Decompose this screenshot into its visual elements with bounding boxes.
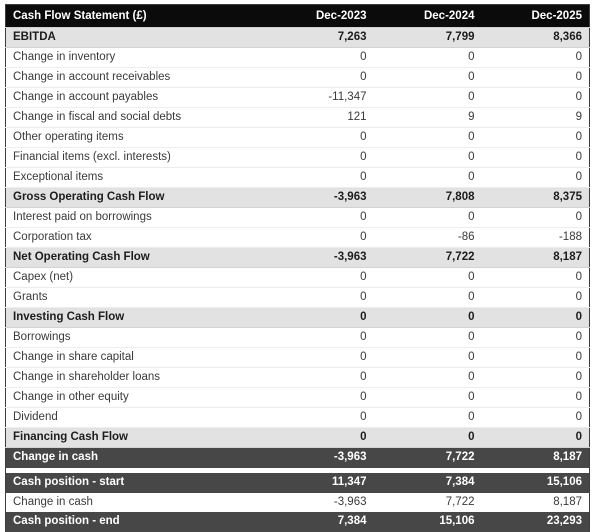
row-value-0: 0: [266, 68, 374, 88]
row-value-0: 0: [266, 208, 374, 228]
row-value-1: 7,722: [374, 248, 482, 268]
table-body: [6, 28, 590, 532]
row-value-1: 0: [374, 308, 482, 328]
row-value-0: -11,347: [266, 88, 374, 108]
table-row-subtotal: [6, 248, 590, 268]
row-label: Net Operating Cash Flow: [6, 248, 266, 268]
row-label: Change in shareholder loans: [6, 368, 266, 388]
row-value-0: -3,963: [266, 248, 374, 268]
row-value-0: 0: [266, 428, 374, 448]
table-row: [6, 128, 590, 148]
table-row: [6, 68, 590, 88]
row-value-2: 23,293: [482, 512, 590, 532]
row-value-0: -3,963: [266, 188, 374, 208]
row-value-2: 9: [482, 108, 590, 128]
column-header-2: Dec-2025: [482, 5, 590, 28]
row-label: Gross Operating Cash Flow: [6, 188, 266, 208]
table-row: [6, 88, 590, 108]
table-row-subtotal: [6, 188, 590, 208]
table-row: [6, 228, 590, 248]
row-value-1: 0: [374, 388, 482, 408]
table-row: [6, 268, 590, 288]
table-row: [6, 408, 590, 428]
row-label: Change in cash: [6, 448, 266, 468]
row-value-2: 0: [482, 148, 590, 168]
row-label: Borrowings: [6, 328, 266, 348]
row-label: Financial items (excl. interests): [6, 148, 266, 168]
row-value-2: 15,106: [482, 473, 590, 493]
row-value-0: 0: [266, 408, 374, 428]
row-label: Investing Cash Flow: [6, 308, 266, 328]
row-value-1: 0: [374, 128, 482, 148]
row-value-2: 0: [482, 208, 590, 228]
row-value-2: -188: [482, 228, 590, 248]
row-label: Change in share capital: [6, 348, 266, 368]
row-value-1: -86: [374, 228, 482, 248]
table-row-subtotal: [6, 493, 590, 513]
row-value-2: 8,187: [482, 493, 590, 513]
row-value-0: 0: [266, 368, 374, 388]
row-value-2: 0: [482, 68, 590, 88]
row-value-0: 0: [266, 228, 374, 248]
row-value-1: 0: [374, 408, 482, 428]
row-value-1: 0: [374, 68, 482, 88]
table-row-subtotal: [6, 428, 590, 448]
table-row: [6, 108, 590, 128]
table-row: [6, 48, 590, 68]
row-value-2: 0: [482, 388, 590, 408]
row-value-1: 7,384: [374, 473, 482, 493]
row-label: Change in account payables: [6, 88, 266, 108]
row-value-1: 0: [374, 148, 482, 168]
cash-flow-table: [5, 4, 590, 532]
row-value-1: 7,722: [374, 448, 482, 468]
row-value-0: -3,963: [266, 448, 374, 468]
row-value-1: 0: [374, 368, 482, 388]
table-row: [6, 368, 590, 388]
row-label: Cash position - start: [6, 473, 266, 493]
row-value-0: 7,263: [266, 28, 374, 48]
row-value-1: 0: [374, 288, 482, 308]
table-row-subtotal: [6, 28, 590, 48]
row-value-2: 0: [482, 88, 590, 108]
row-value-0: 0: [266, 168, 374, 188]
row-value-1: 7,722: [374, 493, 482, 513]
row-value-2: 0: [482, 368, 590, 388]
row-value-0: 121: [266, 108, 374, 128]
table-header: [6, 5, 590, 28]
row-label: Interest paid on borrowings: [6, 208, 266, 228]
row-value-1: 0: [374, 168, 482, 188]
table-row: [6, 208, 590, 228]
row-label: Change in cash: [6, 493, 266, 513]
row-value-0: 0: [266, 128, 374, 148]
table-row: [6, 348, 590, 368]
table-row: [6, 288, 590, 308]
row-value-2: 8,187: [482, 248, 590, 268]
row-label: Exceptional items: [6, 168, 266, 188]
row-value-2: 0: [482, 428, 590, 448]
row-label: EBITDA: [6, 28, 266, 48]
table-row: [6, 328, 590, 348]
table-row: [6, 148, 590, 168]
row-value-0: 0: [266, 288, 374, 308]
row-label: Financing Cash Flow: [6, 428, 266, 448]
row-label: Capex (net): [6, 268, 266, 288]
row-value-0: 0: [266, 388, 374, 408]
table-row: [6, 168, 590, 188]
row-value-0: 0: [266, 348, 374, 368]
table-row-subtotal: [6, 308, 590, 328]
row-value-1: 0: [374, 208, 482, 228]
row-value-0: -3,963: [266, 493, 374, 513]
row-value-2: 0: [482, 288, 590, 308]
row-label: Other operating items: [6, 128, 266, 148]
row-value-2: 8,375: [482, 188, 590, 208]
row-value-0: 11,347: [266, 473, 374, 493]
row-label: Corporation tax: [6, 228, 266, 248]
table-row-subtotal: [6, 512, 590, 532]
row-value-2: 0: [482, 348, 590, 368]
row-value-1: 7,799: [374, 28, 482, 48]
row-label: Change in fiscal and social debts: [6, 108, 266, 128]
row-value-0: 0: [266, 328, 374, 348]
row-value-1: 15,106: [374, 512, 482, 532]
row-value-2: 8,187: [482, 448, 590, 468]
row-value-2: 0: [482, 328, 590, 348]
row-value-1: 0: [374, 348, 482, 368]
row-value-2: 0: [482, 48, 590, 68]
row-label: Cash position - end: [6, 512, 266, 532]
column-header-1: Dec-2024: [374, 5, 482, 28]
row-value-1: 0: [374, 428, 482, 448]
header-row: [6, 5, 590, 28]
row-label: Dividend: [6, 408, 266, 428]
table-row-subtotal: [6, 448, 590, 468]
row-value-0: 7,384: [266, 512, 374, 532]
row-value-1: 0: [374, 268, 482, 288]
cash-flow-statement-sheet: [5, 4, 589, 532]
row-label: Change in other equity: [6, 388, 266, 408]
row-value-2: 0: [482, 268, 590, 288]
table-row: [6, 388, 590, 408]
row-value-0: 0: [266, 148, 374, 168]
row-value-1: 0: [374, 48, 482, 68]
row-label: Change in account receivables: [6, 68, 266, 88]
row-value-2: 8,366: [482, 28, 590, 48]
row-value-0: 0: [266, 308, 374, 328]
row-value-2: 0: [482, 128, 590, 148]
row-value-1: 7,808: [374, 188, 482, 208]
row-value-0: 0: [266, 48, 374, 68]
row-label: Change in inventory: [6, 48, 266, 68]
row-label: Grants: [6, 288, 266, 308]
row-value-2: 0: [482, 168, 590, 188]
row-value-2: 0: [482, 308, 590, 328]
row-value-1: 0: [374, 88, 482, 108]
row-value-1: 9: [374, 108, 482, 128]
row-value-0: 0: [266, 268, 374, 288]
row-value-2: 0: [482, 408, 590, 428]
table-title: Cash Flow Statement (£): [6, 5, 266, 28]
column-header-0: Dec-2023: [266, 5, 374, 28]
row-value-1: 0: [374, 328, 482, 348]
